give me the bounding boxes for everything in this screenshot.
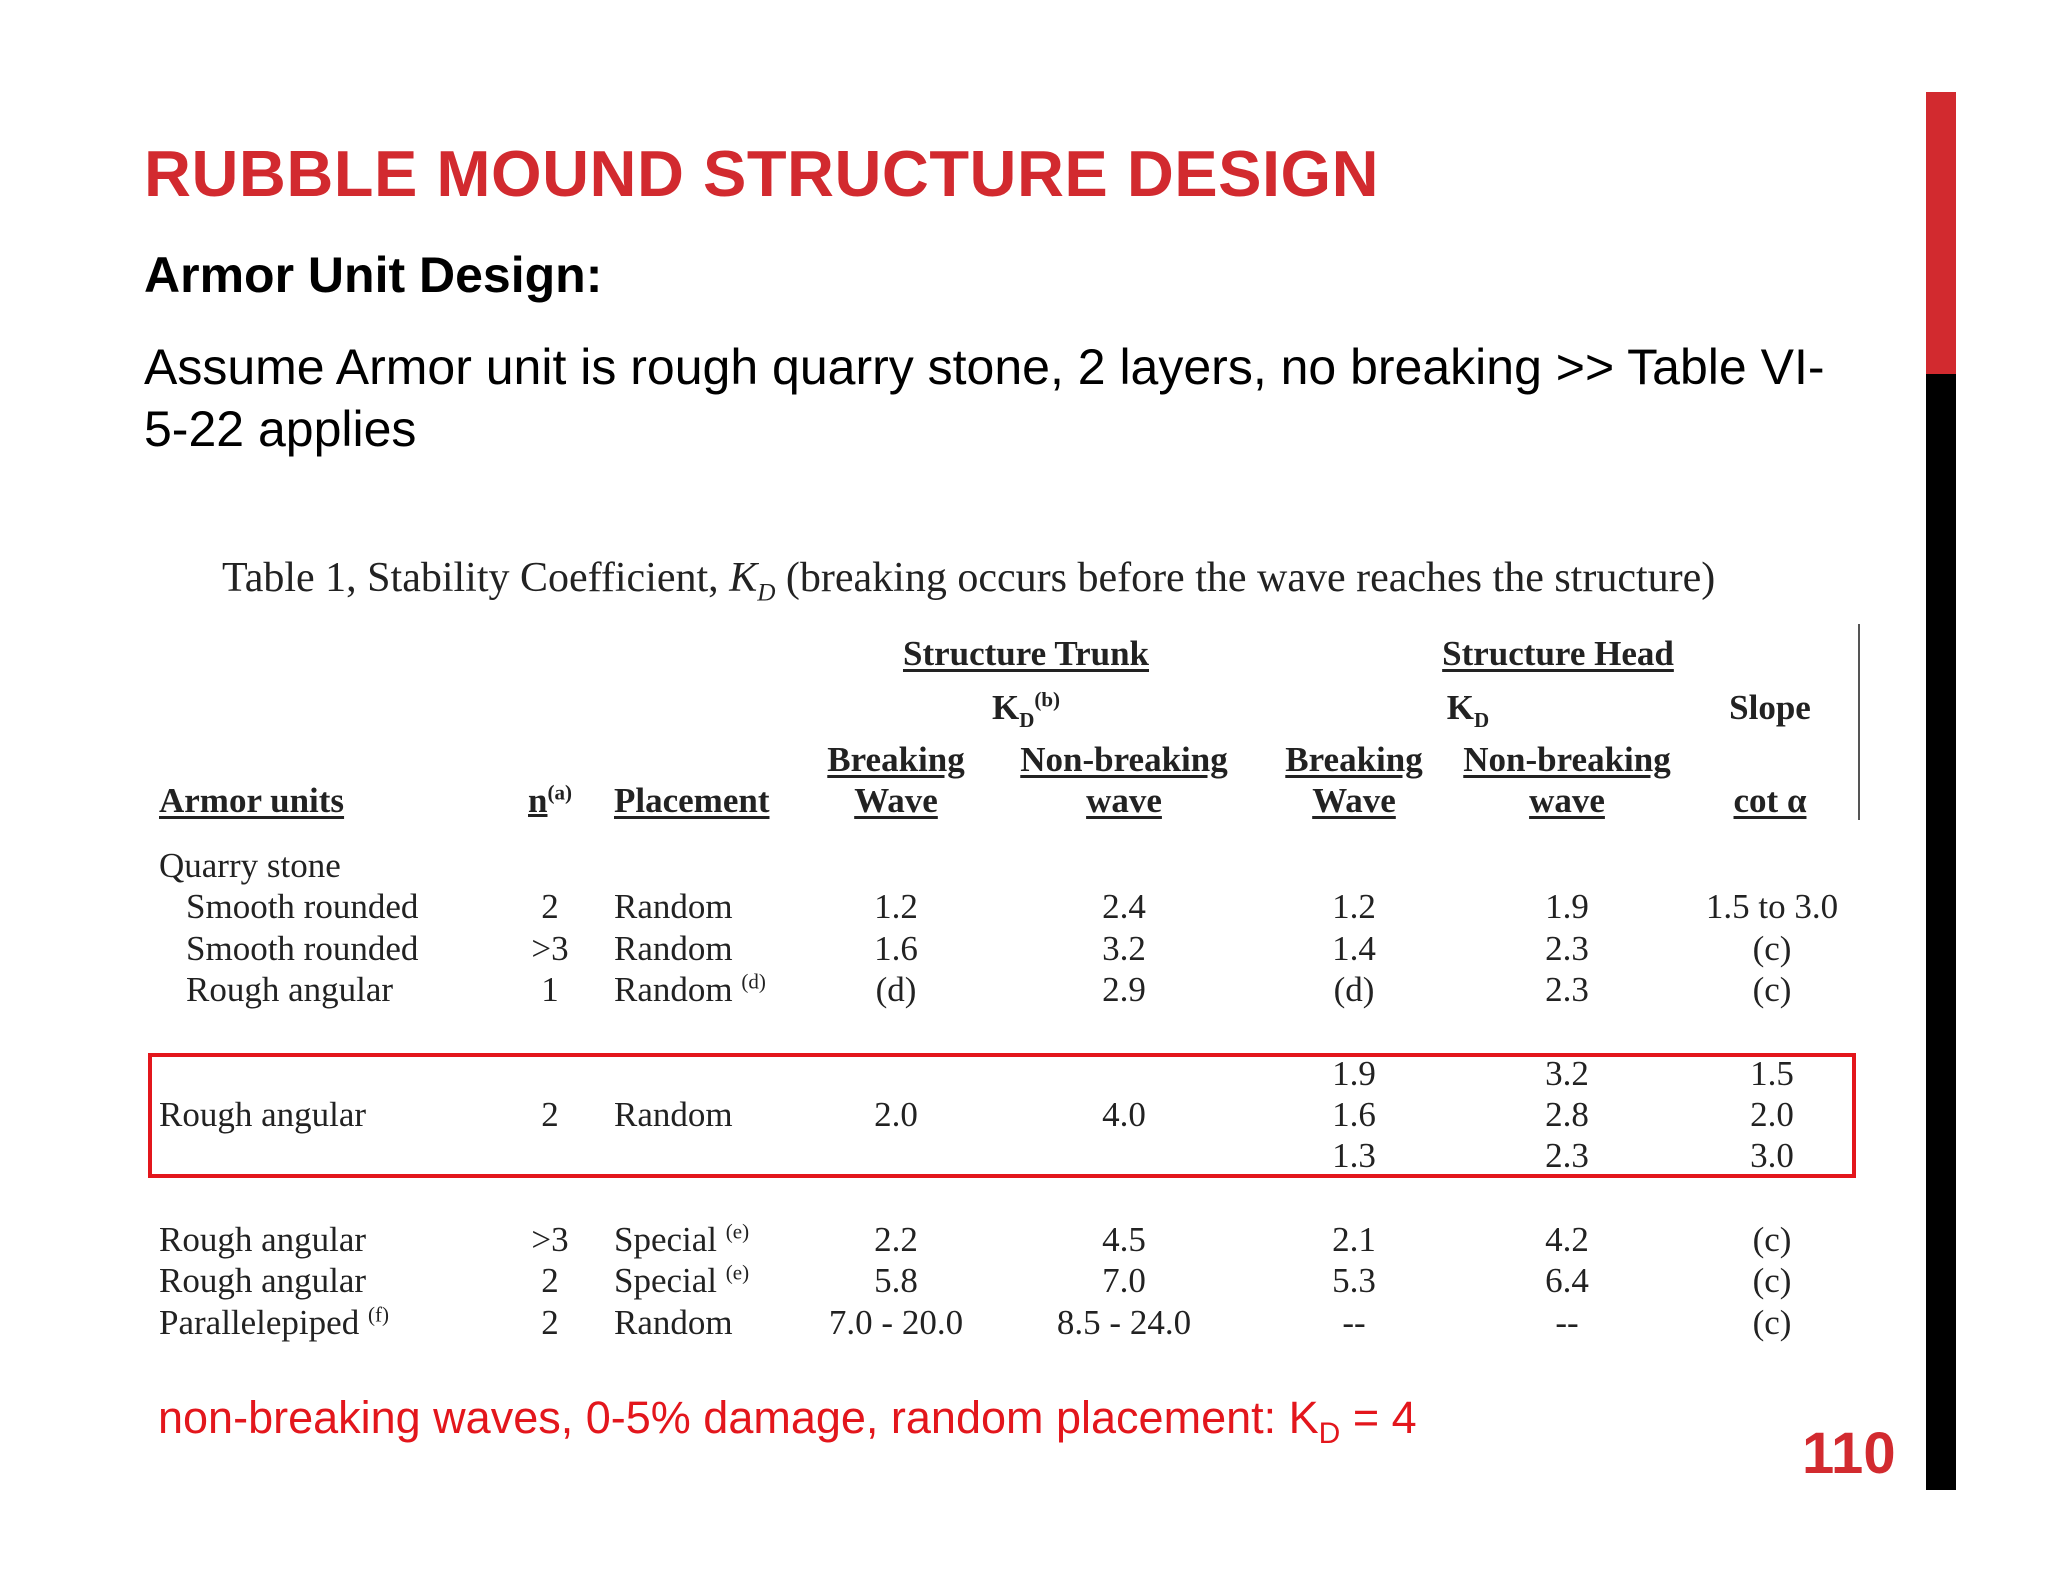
table-right-rule: [1858, 624, 1860, 820]
highlight-cell-cot: 3.0: [1750, 1136, 1794, 1175]
kd-head-sub: D: [1474, 708, 1490, 732]
header-slope: Slope: [1729, 688, 1811, 727]
header-placement: Placement: [614, 781, 770, 820]
header-head-nonbreaking-2: wave: [1529, 781, 1605, 820]
cell-placement-sup: (e): [725, 1260, 750, 1285]
cell-placement: Random: [614, 887, 733, 926]
cell-trunk-nonbreaking: 2.9: [1102, 970, 1146, 1009]
header-cot: cot α: [1733, 781, 1807, 820]
cell-armor-sup: (f): [367, 1302, 389, 1327]
highlight-cell-trunk-nonbreaking: 4.0: [1102, 1095, 1146, 1134]
cell-cot: (c): [1752, 1220, 1792, 1259]
header-trunk-nonbreaking-1: Non-breaking: [1020, 740, 1228, 779]
cell-trunk-nonbreaking: 8.5 - 24.0: [1056, 1303, 1192, 1342]
cell-armor: Rough angular: [186, 970, 394, 1009]
cell-trunk-breaking: (d): [875, 970, 917, 1009]
footnote-suffix: = 4: [1340, 1392, 1417, 1443]
header-structure-head: Structure Head: [1442, 634, 1674, 673]
cell-trunk-nonbreaking: 2.4: [1102, 887, 1146, 926]
cell-head-nonbreaking: 2.3: [1545, 929, 1589, 968]
header-n-sup: (a): [547, 780, 572, 805]
cell-head-breaking: --: [1342, 1303, 1366, 1342]
caption-symbol: K: [729, 555, 758, 601]
header-armor-units: Armor units: [159, 781, 345, 820]
cell-head-breaking: 1.4: [1332, 929, 1376, 968]
header-structure-trunk: Structure Trunk: [902, 634, 1150, 673]
highlight-cell-head-breaking: 1.9: [1332, 1054, 1376, 1093]
kd-head-label: K: [1446, 688, 1475, 727]
page-number: 110: [1802, 1421, 1896, 1486]
slide-subtitle: Armor Unit Design:: [144, 247, 603, 303]
highlight-cell-head-breaking: 1.3: [1332, 1136, 1376, 1175]
cell-placement: Random: [614, 1303, 733, 1342]
cell-trunk-breaking: 1.2: [874, 887, 918, 926]
cell-placement: [614, 1220, 749, 1260]
header-trunk-breaking-1: Breaking: [827, 740, 965, 779]
header-kd-head: [1446, 688, 1490, 732]
highlight-cell-head-nonbreaking: 2.8: [1545, 1095, 1589, 1134]
cell-trunk-nonbreaking: 3.2: [1102, 929, 1146, 968]
cell-armor: Smooth rounded: [186, 929, 419, 968]
header-n: [528, 781, 572, 821]
header-n-label: n: [528, 781, 548, 820]
highlight-cell-head-breaking: 1.6: [1332, 1095, 1376, 1134]
cell-trunk-nonbreaking: 7.0: [1102, 1261, 1146, 1300]
cell-n: 1: [541, 970, 559, 1009]
highlight-cell-cot: 2.0: [1750, 1095, 1794, 1134]
caption-suffix: (breaking occurs before the wave reaches the structure): [775, 555, 1716, 601]
cell-trunk-breaking: 7.0 - 20.0: [828, 1303, 964, 1342]
header-head-nonbreaking-1: Non-breaking: [1463, 740, 1671, 779]
header-kd-trunk: [991, 687, 1061, 732]
highlight-cell-head-nonbreaking: 2.3: [1545, 1136, 1589, 1175]
cell-n: 2: [541, 1261, 559, 1300]
cell-placement-label: Special: [614, 1220, 718, 1259]
group-quarry-stone: Quarry stone: [159, 846, 341, 885]
cell-armor: Smooth rounded: [186, 887, 419, 926]
cell-head-nonbreaking: 1.9: [1545, 887, 1589, 926]
cell-cot: (c): [1752, 970, 1792, 1009]
header-trunk-nonbreaking-2: wave: [1086, 781, 1162, 820]
cell-head-breaking: 5.3: [1332, 1261, 1376, 1300]
cell-n: 2: [541, 1303, 559, 1342]
highlight-cell-cot: 1.5: [1750, 1054, 1794, 1093]
cell-trunk-nonbreaking: 4.5: [1102, 1220, 1146, 1259]
caption-prefix: Table 1, Stability Coefficient,: [222, 555, 730, 601]
cell-head-nonbreaking: 6.4: [1545, 1261, 1589, 1300]
highlight-cell-placement: Random: [614, 1095, 733, 1134]
cell-head-breaking: 1.2: [1332, 887, 1376, 926]
cell-n: >3: [531, 929, 569, 968]
cell-n: 2: [541, 887, 559, 926]
cell-placement: [614, 1261, 749, 1301]
cell-n: >3: [531, 1220, 569, 1259]
header-head-breaking-1: Breaking: [1285, 740, 1423, 779]
cell-placement-label: Special: [614, 1261, 718, 1300]
cell-placement: [614, 970, 766, 1010]
kd-trunk-label: K: [991, 688, 1020, 727]
highlight-cell-n: 2: [541, 1095, 559, 1134]
cell-head-nonbreaking: --: [1555, 1303, 1579, 1342]
cell-cot: (c): [1752, 1303, 1792, 1342]
cell-head-breaking: (d): [1333, 970, 1375, 1009]
highlight-cell-head-nonbreaking: 3.2: [1545, 1054, 1589, 1093]
cell-head-nonbreaking: 4.2: [1545, 1220, 1589, 1259]
cell-head-nonbreaking: 2.3: [1545, 970, 1589, 1009]
kd-footnote: [158, 1392, 1417, 1450]
slide-body-text: Assume Armor unit is rough quarry stone, 2 layers, no breaking >> Table VI-5-22 applies: [144, 339, 1825, 457]
cell-head-breaking: 2.1: [1332, 1220, 1376, 1259]
caption-symbol-sub: D: [757, 579, 776, 607]
header-head-breaking-2: Wave: [1312, 781, 1396, 820]
header-trunk-breaking-2: Wave: [854, 781, 938, 820]
kd-trunk-sub: D: [1019, 708, 1035, 732]
highlight-cell-trunk-breaking: 2.0: [874, 1095, 918, 1134]
cell-armor: Rough angular: [159, 1261, 367, 1300]
cell-cot: (c): [1752, 1261, 1792, 1300]
cell-cot: 1.5 to 3.0: [1705, 887, 1839, 926]
cell-armor-label: Parallelepiped: [159, 1303, 360, 1342]
slide-title: RUBBLE MOUND STRUCTURE DESIGN: [144, 137, 1380, 210]
cell-placement: Random: [614, 929, 733, 968]
cell-trunk-breaking: 2.2: [874, 1220, 918, 1259]
footnote-sub: D: [1318, 1417, 1341, 1450]
highlight-box: [148, 1053, 1856, 1178]
cell-armor: Rough angular: [159, 1220, 367, 1259]
cell-placement-sup: (d): [741, 969, 766, 994]
footnote-text: non-breaking waves, 0-5% damage, random placement: K: [158, 1392, 1319, 1443]
cell-trunk-breaking: 1.6: [874, 929, 918, 968]
cell-placement-sup: (e): [725, 1219, 750, 1244]
cell-placement-label: Random: [614, 970, 733, 1009]
kd-trunk-sup: (b): [1034, 687, 1061, 712]
cell-armor: [159, 1303, 389, 1343]
highlight-cell-armor: Rough angular: [159, 1095, 367, 1134]
cell-trunk-breaking: 5.8: [874, 1261, 918, 1300]
cell-cot: (c): [1752, 929, 1792, 968]
